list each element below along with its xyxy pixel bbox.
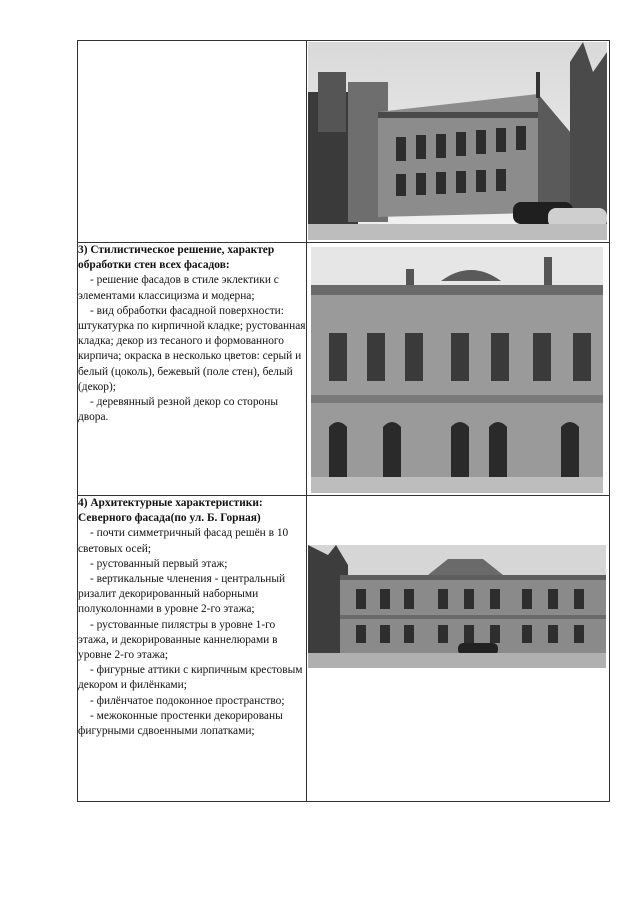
photo-cell bbox=[307, 496, 610, 802]
photo-cell bbox=[307, 243, 610, 496]
list-item: - вид обработки фасадной поверхности: штукатурка по кирпичной кладке; рустованная кладка; декор из тесаного и формованного кирпича; окраска в несколько цветов: серый и белый (цоколь), бежевый (поле стен), белый (декор); bbox=[78, 304, 306, 393]
table-row bbox=[78, 496, 610, 802]
text-cell bbox=[78, 243, 307, 496]
list-item: - почти симметричный фасад решён в 10 световых осей; bbox=[78, 527, 289, 555]
list-item: - филёнчатое подоконное пространство; bbox=[90, 694, 285, 707]
empty-text-cell bbox=[78, 41, 307, 243]
section-heading: 3) Стилистическое решение, характер обработки стен всех фасадов: bbox=[78, 244, 275, 272]
list-item: - решение фасадов в стиле эклектики с элементами классицизма и модерна; bbox=[78, 274, 279, 302]
list-item: - деревянный резной декор со стороны двора. bbox=[78, 396, 278, 424]
building-photo-1 bbox=[308, 42, 607, 240]
text-cell bbox=[78, 496, 307, 802]
building-photo-2 bbox=[311, 247, 603, 493]
photo-cell bbox=[307, 41, 610, 243]
list-item: - вертикальные членения - центральный ризалит декорированный наборными полуколоннами в уровне 2-го этажа; bbox=[78, 573, 286, 616]
table-row bbox=[78, 41, 610, 243]
list-item: - рустованные пилястры в уровне 1-го этажа, и декорированные каннелюрами в уровне 2-го этажа; bbox=[78, 618, 278, 662]
document-table bbox=[77, 40, 610, 802]
list-item: - рустованный первый этаж; bbox=[90, 557, 228, 570]
list-item: - межоконные простенки декорированы фигурными сдвоенными лопатками; bbox=[78, 709, 283, 738]
section-heading: 4) Архитектурные характеристики: Северного фасада(по ул. Б. Горная) bbox=[78, 497, 263, 525]
building-photo-3 bbox=[308, 545, 606, 668]
table-row bbox=[78, 243, 610, 496]
list-item: - фигурные аттики с кирпичным крестовым декором и филёнками; bbox=[78, 664, 303, 692]
